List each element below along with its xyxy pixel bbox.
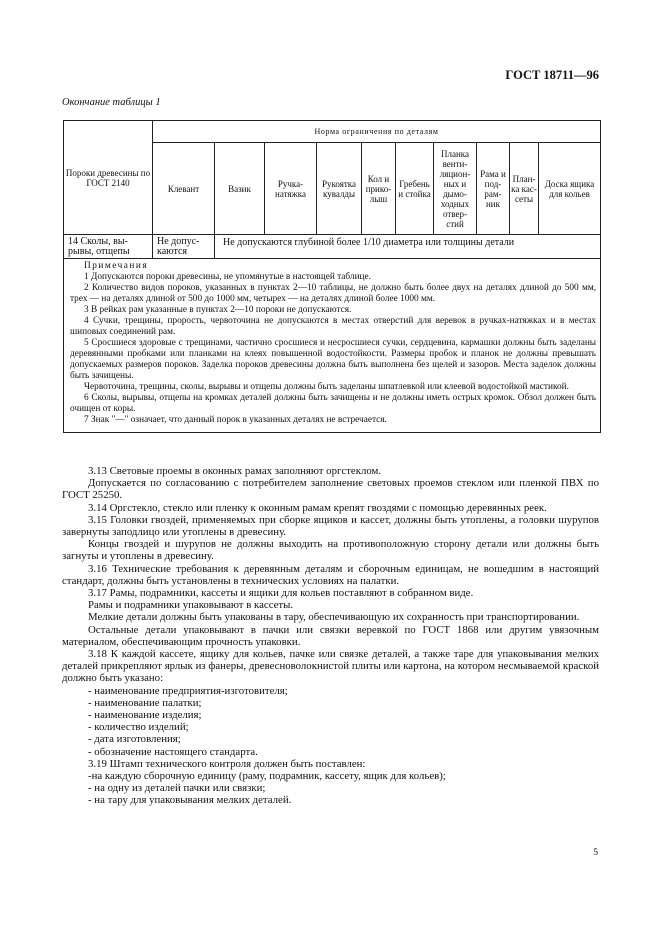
note-item: 7 Знак "—" означает, что данный порок в указанных деталях не встречается. xyxy=(84,415,387,425)
note-item: 6 Сколы, вырывы, отщепы на кромках деталей должны быть зачищены и не должны иметь острых кромок. Обзол должен быть очищен от коры. xyxy=(70,393,597,414)
paragraph: Допускается по согласованию с потребителем заполнение световых проемов стеклом или пленкой ПВХ по ГОСТ 25250. xyxy=(62,477,599,502)
paragraph: Остальные детали упаковывают в пачки или связки веревкой по ГОСТ 1868 или другим увязочным материалом, обеспечивающим прочность упаковки. xyxy=(62,623,599,648)
col-header: Рукоятка кувалды xyxy=(317,143,362,235)
paragraph: 3.17 Рамы, подрамники, кассеты и ящики для кольев поставляют в собранном виде. xyxy=(88,587,474,600)
note-item: 5 Сросшиеся здоровые с трещинами, частично сросшиеся и несросшиеся сучки, сердцевина, кармашки должны быть заделаны деревянными пробками или планками на клеях повышенной водостойкости. Размеры пробок и планок не должны превышать допускаемых размеров пороков. Заделка пороков древесины должна быть выполнена без щелей и зазоров. Места заделок должны быть зачищены. xyxy=(70,338,597,381)
paragraph: 3.14 Оргстекло, стекло или пленку к оконным рамам крепят гвоздями с помощью деревянных реек. xyxy=(88,501,547,514)
row-klevant-value: Не допус-каются xyxy=(153,235,215,259)
group-header: Норма ограничения по деталям xyxy=(153,121,601,143)
col-defects-header: Пороки древесины по ГОСТ 2140 xyxy=(64,121,153,235)
paragraph: 3.15 Головки гвоздей, применяемых при сборке ящиков и кассет, должны быть утоплены, а головки шурупов завернуты заподлицо или утоплены в древесину. xyxy=(62,513,599,539)
paragraph: 3.16 Технические требования к деревянным деталям и сборочным единицам, не вошедшим в настоящий стандарт, должны быть установлены в технических условиях на палатки. xyxy=(62,562,599,587)
list-item: - количество изделий; xyxy=(88,721,189,734)
row-other-value: Не допускаются глубиной более 1/10 диаметра или толщины детали xyxy=(215,235,601,259)
col-header: Клевант xyxy=(153,143,215,235)
list-item: -на каждую сборочную единицу (раму, подрамник, кассету, ящик для кольев); xyxy=(88,770,446,783)
col-header: Ручка-натяжка xyxy=(265,143,317,235)
paragraph: Мелкие детали должны быть упакованы в тару, обеспечивающую их сохранность при транспортировании. xyxy=(88,611,580,624)
note-item: Червоточина, трещины, сколы, вырывы и отщепы должны быть заделаны шпатлевкой или клеевой водостойкой мастикой. xyxy=(84,382,569,392)
notes-title: Примечания xyxy=(84,261,149,271)
col-header: Вазик xyxy=(215,143,265,235)
page-number: 5 xyxy=(593,848,598,858)
col-header: Планка венти-ляцион-ных и дымо-ходных отвер-стий xyxy=(434,143,477,235)
note-item: 2 Количество видов пороков, указанных в пунктах 2—10 таблицы, не должно быть более двух на деталях длиной до 500 мм, трех — на деталях длиной от 500 до 1000 мм, четырех — на деталях длиной более 1000 мм. xyxy=(70,283,597,304)
paragraph: Рамы и подрамники упаковывают в кассеты. xyxy=(88,599,294,612)
col-header: Рама и под-рам-ник xyxy=(477,143,510,235)
list-item: - на одну из деталей пачки или связки; xyxy=(88,782,266,795)
paragraph: 3.19 Штамп технического контроля должен быть поставлен: xyxy=(88,757,366,770)
document-header: ГОСТ 18711—96 xyxy=(505,68,599,82)
note-item: 4 Сучки, трещины, прорость, червоточина не допускаются в местах отверстий для веревок в ручках-натяжках и в местах шиповых соединений рам. xyxy=(70,316,597,337)
list-item: - дата изготовления; xyxy=(88,733,181,746)
list-item: - наименование изделия; xyxy=(88,709,202,722)
table-notes xyxy=(64,259,601,433)
paragraph: Концы гвоздей и шурупов не должны выходить на противоположную сторону детали или должны быть загнуты и утоплены в древесину. xyxy=(62,538,599,563)
col-header: Доска ящика для кольев xyxy=(539,143,601,235)
defects-table xyxy=(63,120,601,433)
paragraph: 3.18 К каждой кассете, ящику для кольев, пачке или связке деталей, а также таре для упаковывания мелких деталей прикрепляют ярлык из фанеры, древесноволокнистой плиты или картона, на котором несмываемой краской должно быть указано: xyxy=(62,648,599,685)
list-item: - наименование палатки; xyxy=(88,696,202,709)
col-header: Кол и прико-лыш xyxy=(362,143,396,235)
body-text xyxy=(62,465,599,807)
col-header: План-ка кас-сеты xyxy=(510,143,539,235)
col-header: Гребень и стойка xyxy=(396,143,434,235)
note-item: 3 В рейках рам указанные в пунктах 2—10 пороки не допускаются. xyxy=(84,305,352,315)
row-defect-name: 14 Сколы, вы-рывы, отщепы xyxy=(64,235,153,259)
paragraph: 3.13 Световые проемы в оконных рамах заполняют оргстеклом. xyxy=(88,465,382,477)
list-item: - наименование предприятия-изготовителя; xyxy=(88,684,288,697)
list-item: - обозначение настоящего стандарта. xyxy=(88,745,258,758)
list-item: - на тару для упаковывания мелких деталей. xyxy=(88,794,292,807)
table-caption: Окончание таблицы 1 xyxy=(62,97,161,108)
note-item: 1 Допускаются пороки древесины, не упомянутые в настоящей таблице. xyxy=(84,272,371,282)
